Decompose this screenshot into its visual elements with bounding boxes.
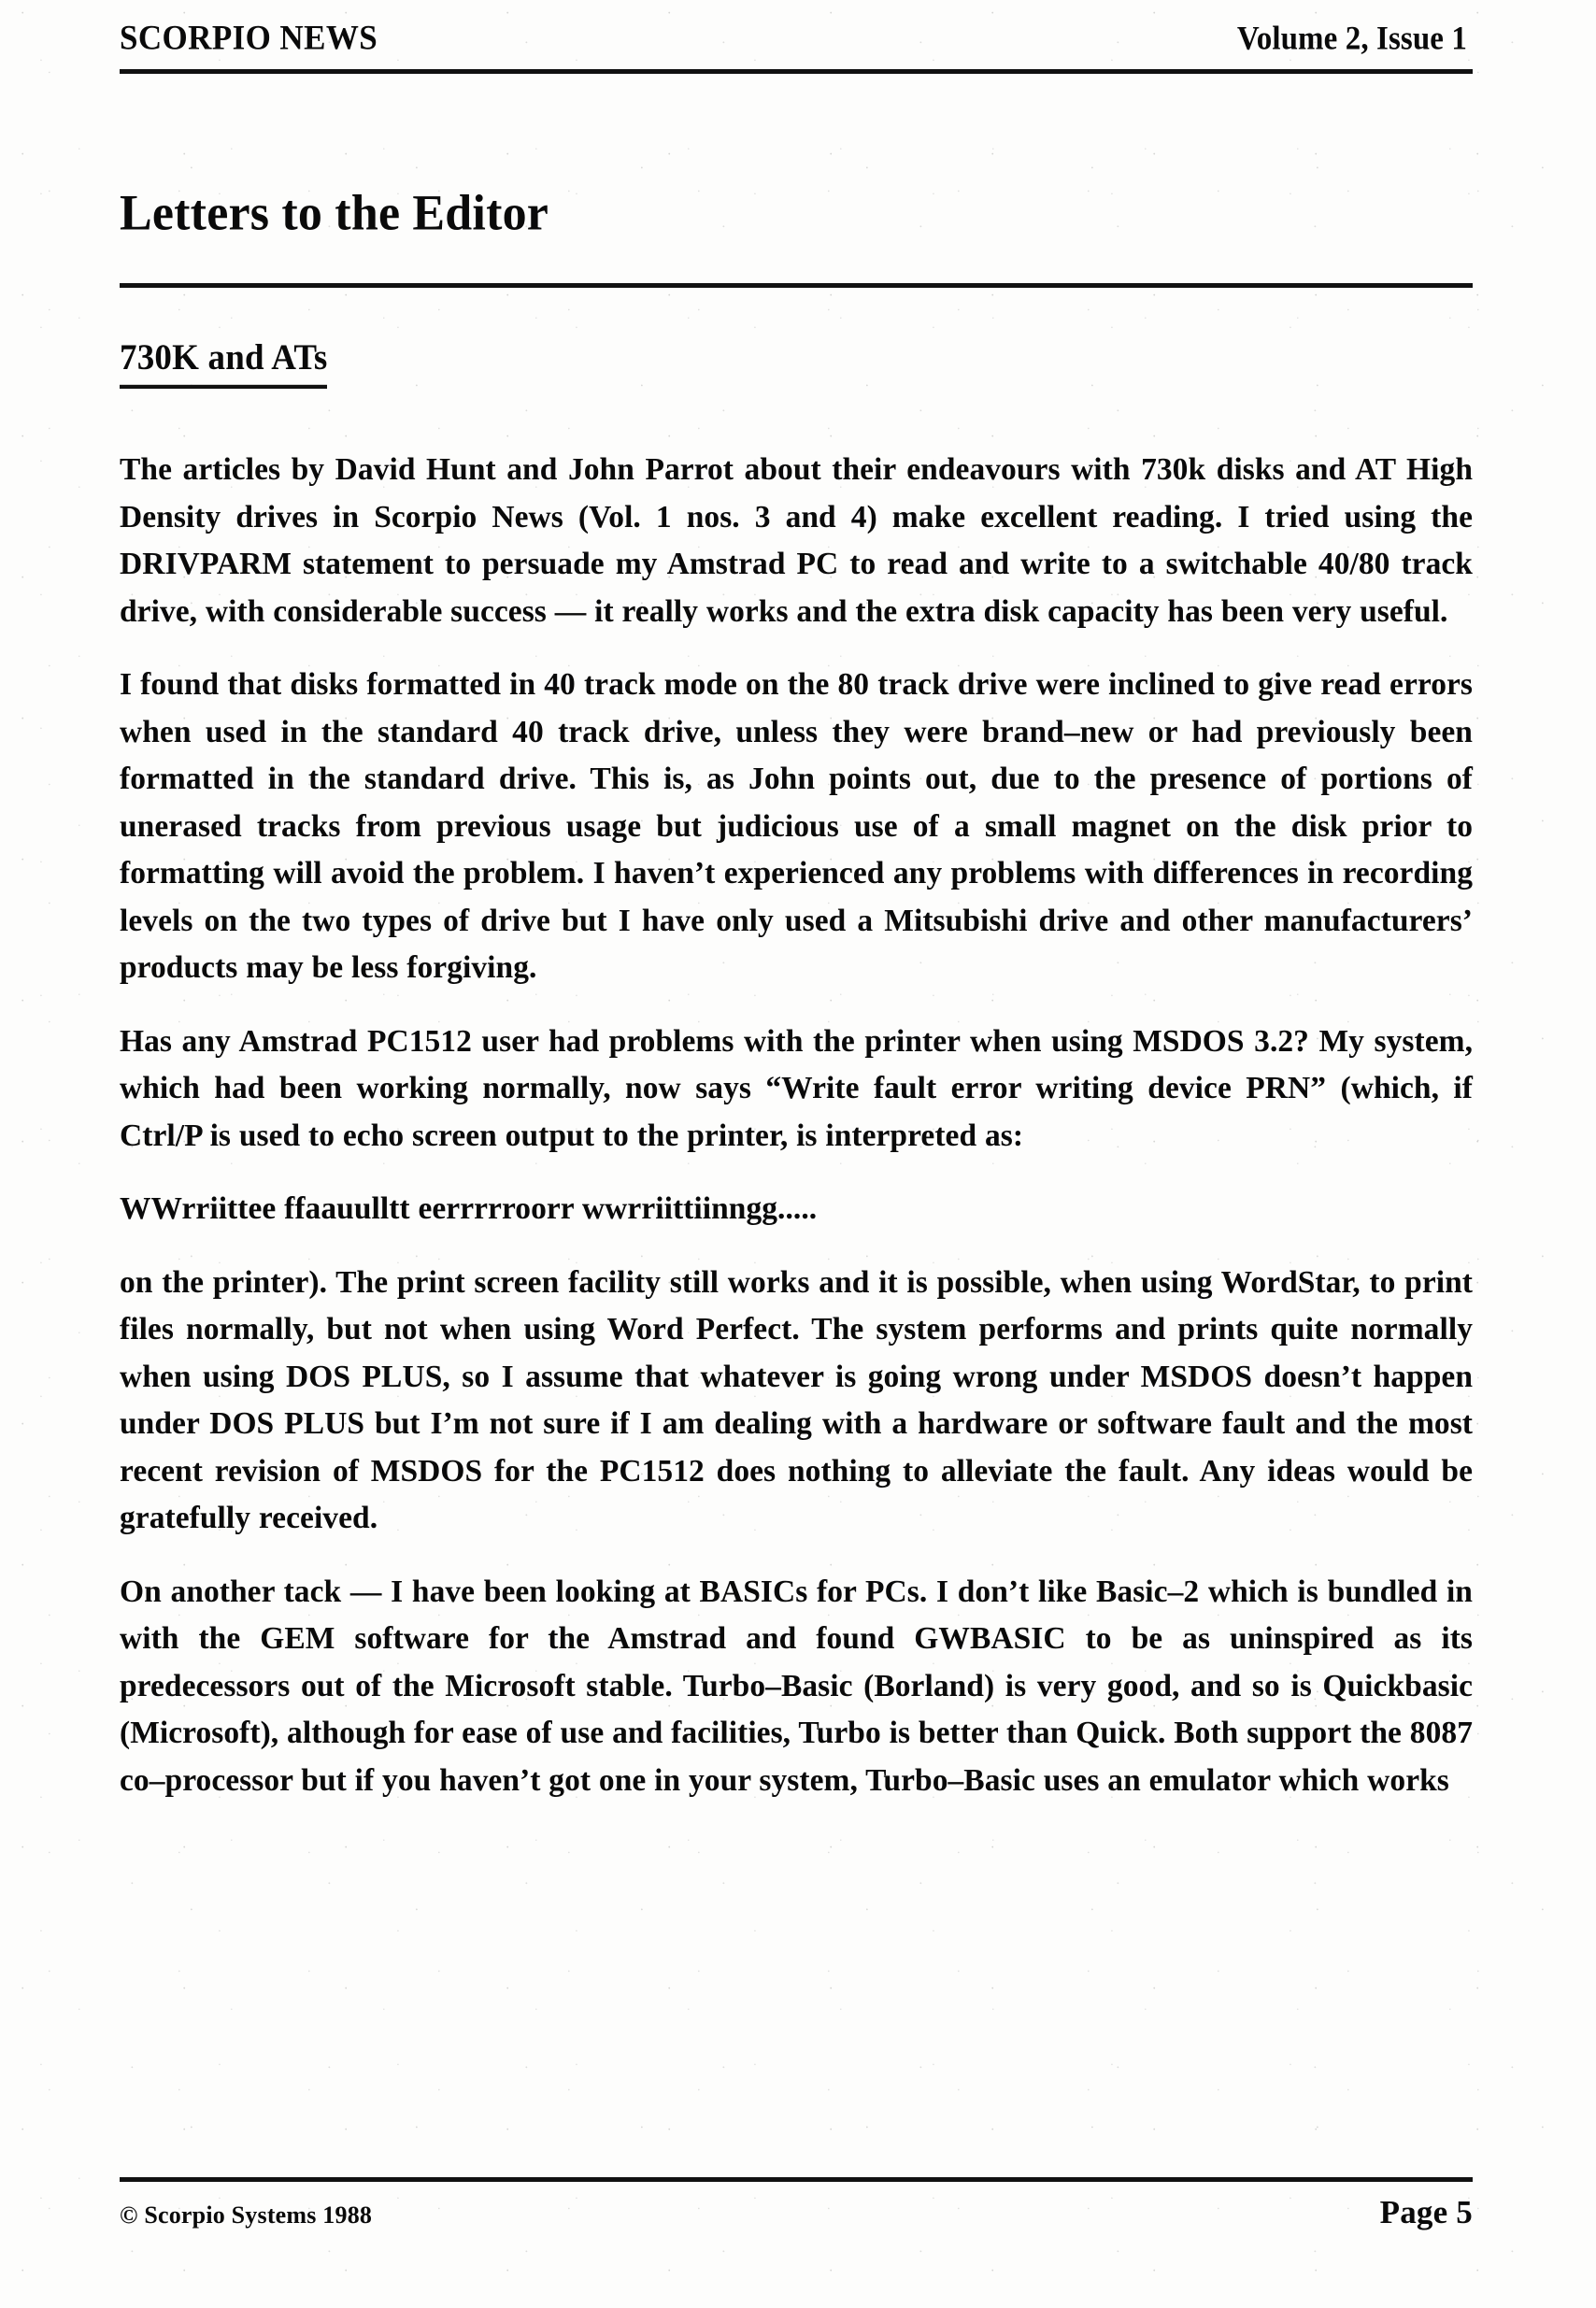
page-number: Page 5 xyxy=(1379,2194,1473,2230)
printer-garbled-output-line: WWrriittee ffaauulltt eerrrrroorr wwrriittiinngg..... xyxy=(120,1191,818,1226)
masthead-title: SCORPIO NEWS xyxy=(120,18,378,57)
header-rule xyxy=(120,69,1473,74)
title-rule xyxy=(120,283,1473,288)
copyright-notice: © Scorpio Systems 1988 xyxy=(120,2201,373,2229)
page-title: Letters to the Editor xyxy=(120,185,549,241)
section-heading: 730K and ATs xyxy=(120,336,327,389)
body-paragraph: I found that disks formatted in 40 track mode on the 80 track drive were inclined to give read errors when used in the standard 40 track drive, unless they were brand–new or had previously been formatted in the standard drive. This is, as John points out, due to the presence of portions of unerased tracks from previous usage but judicious use of a small magnet on the disk prior to formatting will avoid the problem. I haven’t experienced any problems with differences in recording levels on the two types of drive but I have only used a Mitsubishi drive and other manufacturers’ products may be less forgiving. xyxy=(120,667,1473,985)
body-paragraph: On another tack — I have been looking at BASICs for PCs. I don’t like Basic–2 which is bundled in with the GEM software for the Amstrad and found GWBASIC to be as uninspired as its predecessors out of the Microsoft stable. Turbo–Basic (Borland) is very good, and so is Quickbasic (Microsoft), although for ease of use and facilities, Turbo is better than Quick. Both support the 8087 co–processor but if you haven’t got one in your system, Turbo–Basic uses an emulator which works xyxy=(120,1574,1473,1798)
issue-designation: Volume 2, Issue 1 xyxy=(1236,21,1467,57)
body-paragraph: The articles by David Hunt and John Parrot about their endeavours with 730k disks and AT High Density drives in Scorpio News (Vol. 1 nos. 3 and 4) make excellent reading. I tried using the DRIVPARM statement to persuade my Amstrad PC to read and write to a switchable 40/80 track drive, with considerable success — it really works and the extra disk capacity has been very useful. xyxy=(120,452,1473,629)
body-paragraph: Has any Amstrad PC1512 user had problems with the printer when using MSDOS 3.2? My system, which had been working normally, now says “Write fault error writing device PRN” (which, if Ctrl/P is used to echo screen output to the printer, is interpreted as: xyxy=(120,1023,1473,1153)
body-paragraph: on the printer). The print screen facility still works and it is possible, when using WordStar, to print files normally, but not when using Word Perfect. The system performs and prints quite normally when using DOS PLUS, so I assume that whatever is going wrong under MSDOS doesn’t happen under DOS PLUS but I’m not sure if I am dealing with a hardware or software fault and the most recent revision of MSDOS for the PC1512 does nothing to alleviate the fault. Any ideas would be gratefully received. xyxy=(120,1264,1473,1535)
page-footer xyxy=(120,2194,1473,2231)
page-content xyxy=(120,0,1473,2308)
running-head xyxy=(120,18,1473,58)
article-body xyxy=(120,447,1473,1804)
footer-rule xyxy=(120,2177,1473,2182)
